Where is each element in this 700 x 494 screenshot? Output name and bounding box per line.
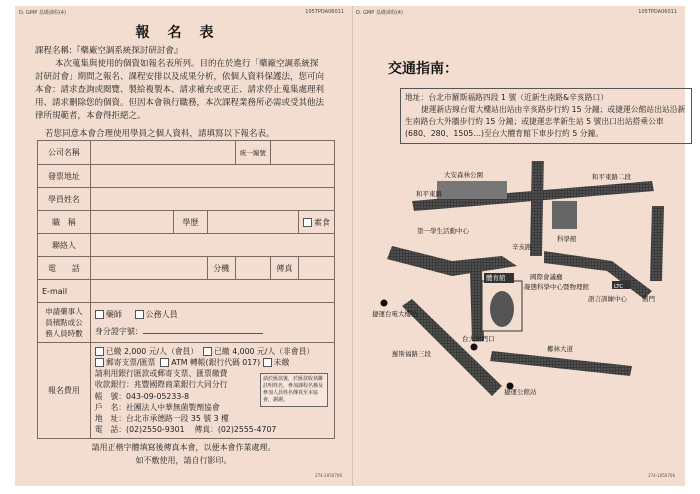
label-company: 公司名稱 [38, 141, 91, 165]
remittance-note: 請於匯款後，於匯款收執聯註明姓名，參加課程名稱及參加人員姓名傳真至本協會，謝謝。 [260, 373, 328, 407]
pharmacist-label: 藥師 [105, 309, 122, 319]
science-building [552, 201, 577, 229]
road-right-vertical [650, 206, 664, 281]
label-training-hours: 申請藥事人員積點或公務人員時數 [38, 303, 91, 343]
location-map [352, 161, 685, 411]
bank-name: 收款銀行：兆豐國際商業銀行大同分行 [94, 380, 228, 390]
transport-panel [352, 6, 685, 486]
footer-copy-note: 如不敷使用，請自行影印。 [135, 456, 232, 465]
unpaid-option: 未繳 [273, 357, 290, 367]
map-label-yelin: 椰林大道 [547, 345, 573, 353]
id-number-field[interactable] [143, 325, 263, 334]
phone-field[interactable] [90, 257, 207, 280]
bank-note: 請利用銀行匯款或郵寄支票、匯票繳費 [94, 369, 228, 379]
label-ext: 分機 [207, 257, 235, 280]
tax-id-field[interactable] [270, 141, 334, 165]
form-title: 報名表 [135, 25, 232, 41]
pharmacist-checkbox[interactable] [95, 310, 104, 319]
nonmember-fee-checkbox[interactable] [203, 347, 212, 356]
map-label-nano: 凝態科學中心暨物理館 [524, 283, 589, 291]
label-email: E-mail [38, 280, 91, 303]
map-label-mrt-gongguan: 捷運公館站 [504, 388, 537, 396]
label-student-name: 學員姓名 [38, 188, 91, 211]
postal-checkbox[interactable] [95, 358, 104, 367]
map-label-conference: 國際會議廳 [530, 273, 563, 281]
label-fee: 報名費用 [38, 343, 91, 439]
civil-servant-checkbox[interactable] [135, 310, 144, 319]
training-hours-cell [90, 303, 334, 343]
venue-address: 地址：台北市羅斯福路四段 1 號（近新生南路&辛亥路口） [405, 93, 609, 102]
map-label-gym: 體育館 [486, 274, 506, 282]
label-invoice-address: 發票地址 [38, 165, 91, 188]
map-label-da-an: 大安森林公園 [444, 171, 483, 179]
da-an-park-block [437, 181, 507, 199]
mrt-taipower-icon [381, 300, 388, 307]
header-right-code: 105TPDA06011 [305, 9, 344, 15]
header-left-code-2: D. GMP 基礎課程(4) [356, 10, 403, 16]
vegetarian-label: 素食 [314, 217, 330, 227]
atm-checkbox[interactable] [160, 358, 169, 367]
map-label-roosevelt: 羅斯福路三段 [392, 350, 431, 358]
print-code-left: 274-1050706 [315, 473, 342, 478]
form-sheet [15, 6, 685, 486]
fee-cell [90, 343, 334, 439]
guide-title: 交通指南： [388, 61, 458, 77]
footer-instruction: 請用正楷字體填寫後傳真本會，以便本會作業處理。 [91, 443, 276, 452]
map-label-main-gate: 台大正門口 [462, 335, 495, 343]
registration-panel [15, 6, 353, 486]
label-phone: 電 話 [38, 257, 91, 280]
member-fee-checkbox[interactable] [95, 347, 104, 356]
unpaid-checkbox[interactable] [263, 358, 272, 367]
label-fax: 傳真 [270, 257, 298, 280]
contact-field[interactable] [90, 234, 334, 257]
label-contact: 聯絡人 [38, 234, 91, 257]
vegetarian-checkbox[interactable] [303, 218, 312, 227]
agree-statement: 若您同意本會合理使用學員之個人資料，請填寫以下報名表。 [45, 129, 275, 139]
id-number-label: 身分證字號： [94, 326, 143, 336]
nonmember-fee: 已繳 4,000 元/人（非會員） [214, 346, 315, 356]
payee-address: 地 址：台北市承德路一段 35 號 3 樓 [94, 413, 229, 423]
road-xinsheng [530, 161, 544, 256]
map-label-heping-east: 和平東路二段 [592, 173, 631, 181]
mrt-main-gate-icon [471, 344, 478, 351]
bank-account: 帳 號：043-09-05233-8 [94, 391, 190, 401]
header-left-code: D. GMP 基礎課程(4) [19, 10, 66, 16]
company-field[interactable] [90, 141, 235, 165]
fax-field[interactable] [299, 257, 335, 280]
map-label-science: 科學館 [557, 235, 577, 243]
label-education: 學歷 [174, 211, 208, 234]
label-tax-id: 統一編號 [235, 141, 270, 165]
privacy-notice: 本次蒐集與使用的個資如報名表所列。目的在於進行「藥廠空調系統探討研討會」期間之報名、課程安排以及成果分析，依個人資料保護法，您可向本會：請求查詢或閱覽、製給複製本、請求補充或更正、請求停止蒐集處理利用、請求刪除您的個資。但因本會執行職務，本次課程業務所必需或受其他法律所規範者，本會得拒絕之。 [35, 59, 325, 121]
education-field[interactable] [207, 211, 298, 234]
map-label-side-gate: 側門 [642, 295, 655, 303]
ext-field[interactable] [235, 257, 270, 280]
civil-servant-label: 公務人員 [145, 309, 178, 319]
road-yelin [490, 351, 632, 376]
student-name-field[interactable] [90, 188, 334, 211]
payee-phone: 電 話：(02)2550-9301 [94, 425, 185, 435]
map-label-mrt-taipower: 捷運台電大樓站 [372, 310, 418, 318]
venue-marker [490, 291, 514, 327]
member-fee: 已繳 2,000 元/人（會員） [105, 346, 199, 356]
map-label-heping: 和平東路 [416, 190, 442, 198]
address-box [400, 88, 692, 144]
map-label-student-center: 第一學生活動中心 [417, 227, 469, 235]
email-field[interactable] [90, 280, 334, 303]
registration-table [37, 140, 335, 439]
vegetarian-option[interactable] [299, 211, 335, 234]
map-label-ltc: LTC [614, 284, 624, 290]
course-name: 課程名稱:『藥廠空調系統探討研討會』 [35, 46, 183, 56]
account-payee: 戶 名：社團法人中華無菌製劑協會 [94, 402, 220, 412]
payee-fax: 傳真：(02)2555-4707 [194, 425, 277, 435]
invoice-address-field[interactable] [90, 165, 334, 188]
map-label-ltc-center: 語言訓練中心 [588, 295, 627, 303]
road-xinhai-left [387, 246, 517, 276]
job-title-field[interactable] [90, 211, 173, 234]
atm-option: ATM 轉帳(銀行代碼 017) [171, 357, 261, 367]
header-right-code-2: 105TPDA06011 [638, 9, 677, 15]
map-label-xinhai: 辛亥路 [512, 243, 532, 251]
print-code-right: 274-1050706 [648, 473, 675, 478]
directions-text: 捷運新店線台電大樓站出站由辛亥路步行約 15 分鐘；或捷運公館站出站沿新生南路台大外牆步行約 15 分鐘；或捷運忠孝新生站 5 號出口出站搭乘公車(680、280、1505…)至台大體育館下車步行約 5 分鐘。 [405, 105, 686, 138]
postal-option: 郵寄支票/匯票 [105, 357, 156, 367]
label-job-title: 職 稱 [38, 211, 91, 234]
